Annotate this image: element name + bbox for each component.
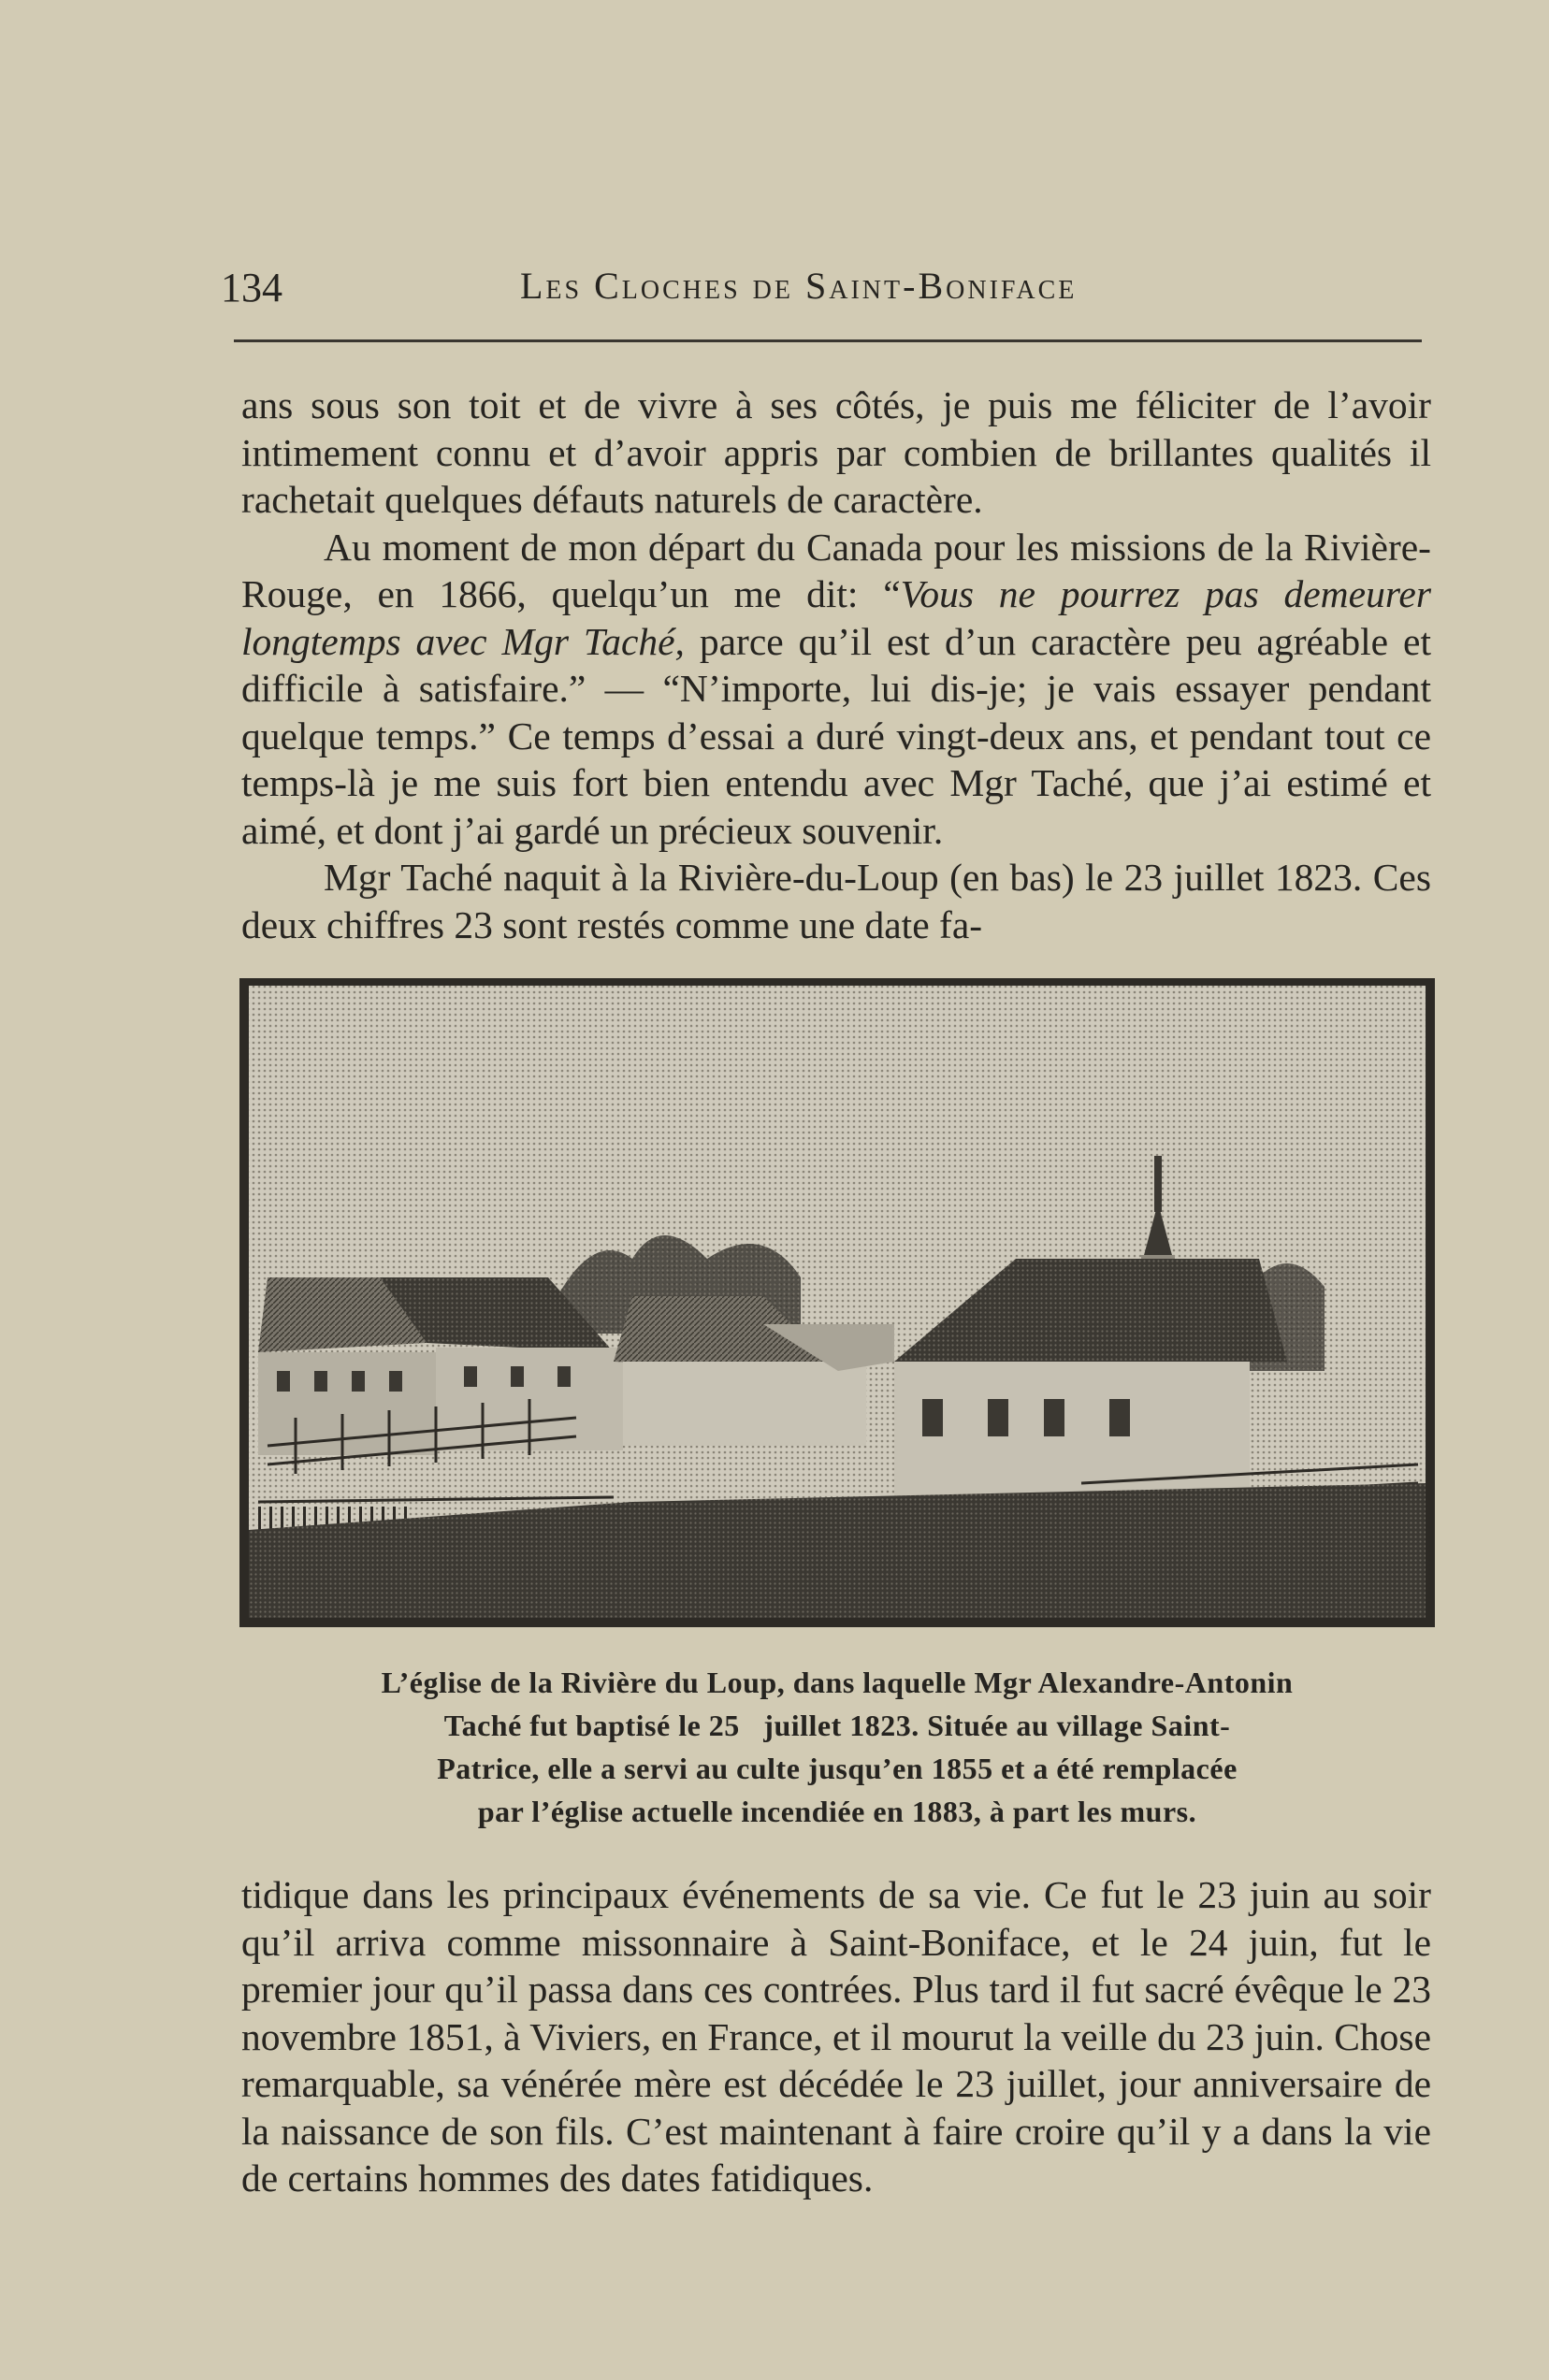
body-text-top bbox=[241, 382, 1431, 948]
church-photograph bbox=[239, 978, 1435, 1627]
paragraph: tidique dans les principaux événements de sa vie. Ce fut le 23 juin au soir qu’il arriva comme missonnaire à Saint-Boniface, et le 24 juin, fut le premier jour qu’il passa dans ces contrées. Plus tard il fut sacré évêque le 23 novembre 1851, à Viviers, en France, et il mourut la veille du 23 juin. Chose remarquable, sa vénérée mère est décédée le 23 juillet, jour anniversaire de la naissance de son fils. C’est maintenant à faire croire qu’il y a dans la vie de certains hommes des dates fatidiques. bbox=[241, 1873, 1431, 2200]
page-number: 134 bbox=[221, 265, 282, 310]
paragraph: Mgr Taché naquit à la Rivière-du-Loup (en bas) le 23 juillet 1823. Ces deux chiffres 23 sont restés comme une date fa- bbox=[241, 856, 1431, 946]
italic-quote: Vous ne pourrez pas demeurer longtemps avec Mgr Taché, bbox=[241, 572, 1431, 663]
header-rule bbox=[234, 339, 1422, 342]
caption-line: L’église de la Rivière du Loup, dans laquelle Mgr Alexandre-Antonin bbox=[381, 1666, 1294, 1699]
caption-line: Patrice, elle a servi au culte jusqu’en 1855 et a été remplacée bbox=[437, 1752, 1238, 1785]
paragraph: ans sous son toit et de vivre à ses côtés, je puis me féliciter de l’avoir intimement connu et d’avoir appris par combien de brillantes qualités il rachetait quelques défauts naturels de caractère. bbox=[241, 383, 1431, 521]
text-run: parce qu’il est d’un caractère peu agréable et difficile à satisfaire.” — “N’importe, lui dis-je; je vais essayer pendant quelque temps.” Ce temps d’essai a duré vingt-deux ans, et pendant tout ce temps-là je me suis fort bien entendu avec Mgr Taché, que j’ai estimé et aimé, et dont j’ai gardé un précieux souvenir. bbox=[241, 619, 1431, 852]
figure-caption bbox=[253, 1661, 1422, 1833]
paragraph bbox=[241, 524, 1431, 855]
caption-line: par l’église actuelle incendiée en 1883, à part les murs. bbox=[477, 1795, 1197, 1828]
text-run: Au moment de mon départ du Canada pour les missions de la Rivière-Rouge, en 1866, quelqu’un me dit: “ bbox=[241, 525, 1431, 615]
caption-line: Taché fut baptisé le 25 juillet 1823. Située au village Saint- bbox=[443, 1709, 1231, 1742]
running-title: Les Cloches de Saint-Boniface bbox=[520, 265, 1078, 307]
body-text-bottom bbox=[241, 1871, 1431, 2202]
